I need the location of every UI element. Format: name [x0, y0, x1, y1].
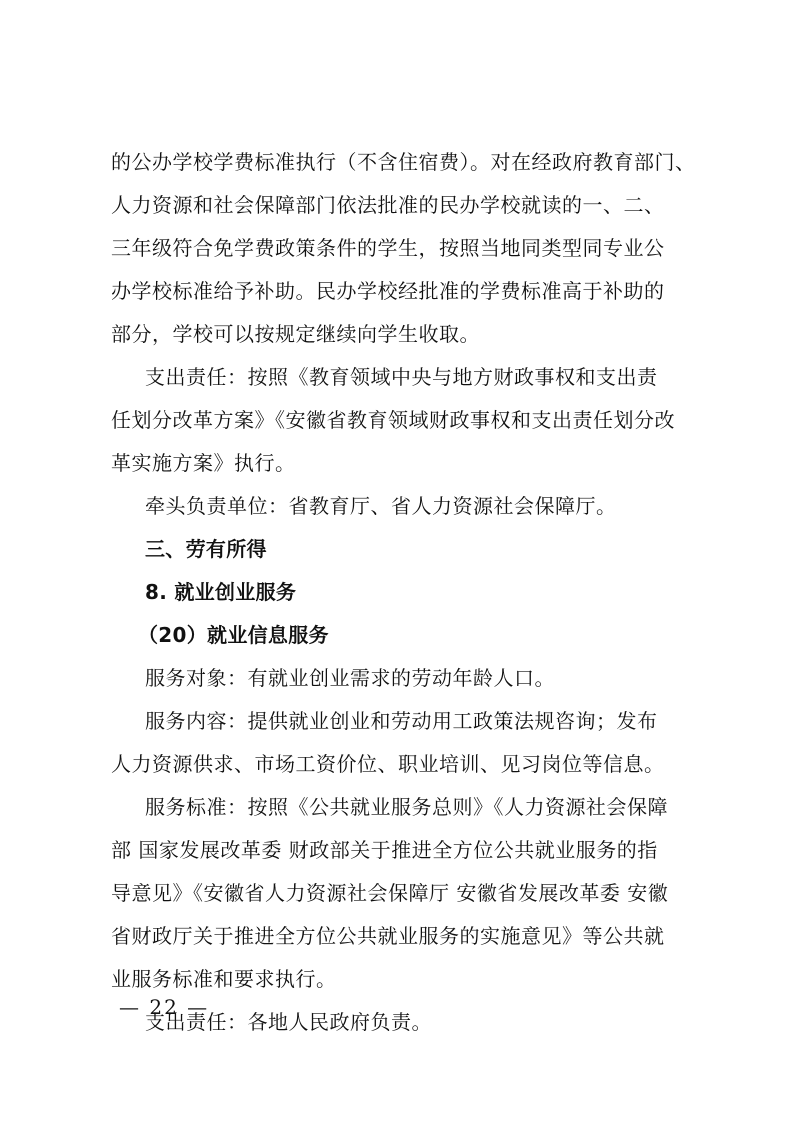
paragraph-line: 办学校标准给予补助。民办学校经批准的学费标准高于补助的: [111, 279, 665, 303]
expenditure-responsibility-line: 支出责任：按照《教育领域中央与地方财政事权和支出责: [145, 365, 658, 389]
paragraph-line: 人力资源和社会保障部门依法批准的民办学校就读的一、二、: [111, 193, 665, 217]
service-content-line: 人力资源供求、市场工资价位、职业培训、见习岗位等信息。: [111, 752, 665, 776]
expenditure-responsibility-line: 支出责任：各地人民政府负责。: [145, 1010, 432, 1034]
expenditure-responsibility-line: 革实施方案》执行。: [111, 451, 296, 475]
item-title: （20）就业信息服务: [138, 623, 329, 647]
paragraph-line: 部分，学校可以按规定继续向学生收取。: [111, 322, 480, 346]
paragraph-line: 的公办学校学费标准执行（不含住宿费）。对在经政府教育部门、: [111, 150, 696, 174]
paragraph-line: 三年级符合免学费政策条件的学生，按照当地同类型同专业公: [111, 236, 665, 260]
service-content-line: 服务内容：提供就业创业和劳动用工政策法规咨询；发布: [145, 709, 658, 733]
service-standard-line: 业服务标准和要求执行。: [111, 967, 337, 991]
service-standard-line: 省财政厅关于推进全方位公共就业服务的实施意见》等公共就: [111, 924, 665, 948]
section-title: 三、劳有所得: [145, 537, 267, 561]
service-standard-line: 服务标准：按照《公共就业服务总则》《人力资源社会保障: [145, 795, 668, 819]
expenditure-responsibility-line: 任划分改革方案》《安徽省教育领域财政事权和支出责任划分改: [111, 408, 675, 432]
service-standard-line: 部 国家发展改革委 财政部关于推进全方位公共就业服务的指: [111, 838, 658, 862]
lead-unit-line: 牵头负责单位：省教育厅、省人力资源社会保障厅。: [145, 494, 617, 518]
page-number: — 22 —: [119, 995, 210, 1019]
service-standard-line: 导意见》《安徽省人力资源社会保障厅 安徽省发展改革委 安徽: [111, 881, 669, 905]
service-object-line: 服务对象：有就业创业需求的劳动年龄人口。: [145, 666, 555, 690]
subsection-title: 8. 就业创业服务: [145, 580, 297, 604]
